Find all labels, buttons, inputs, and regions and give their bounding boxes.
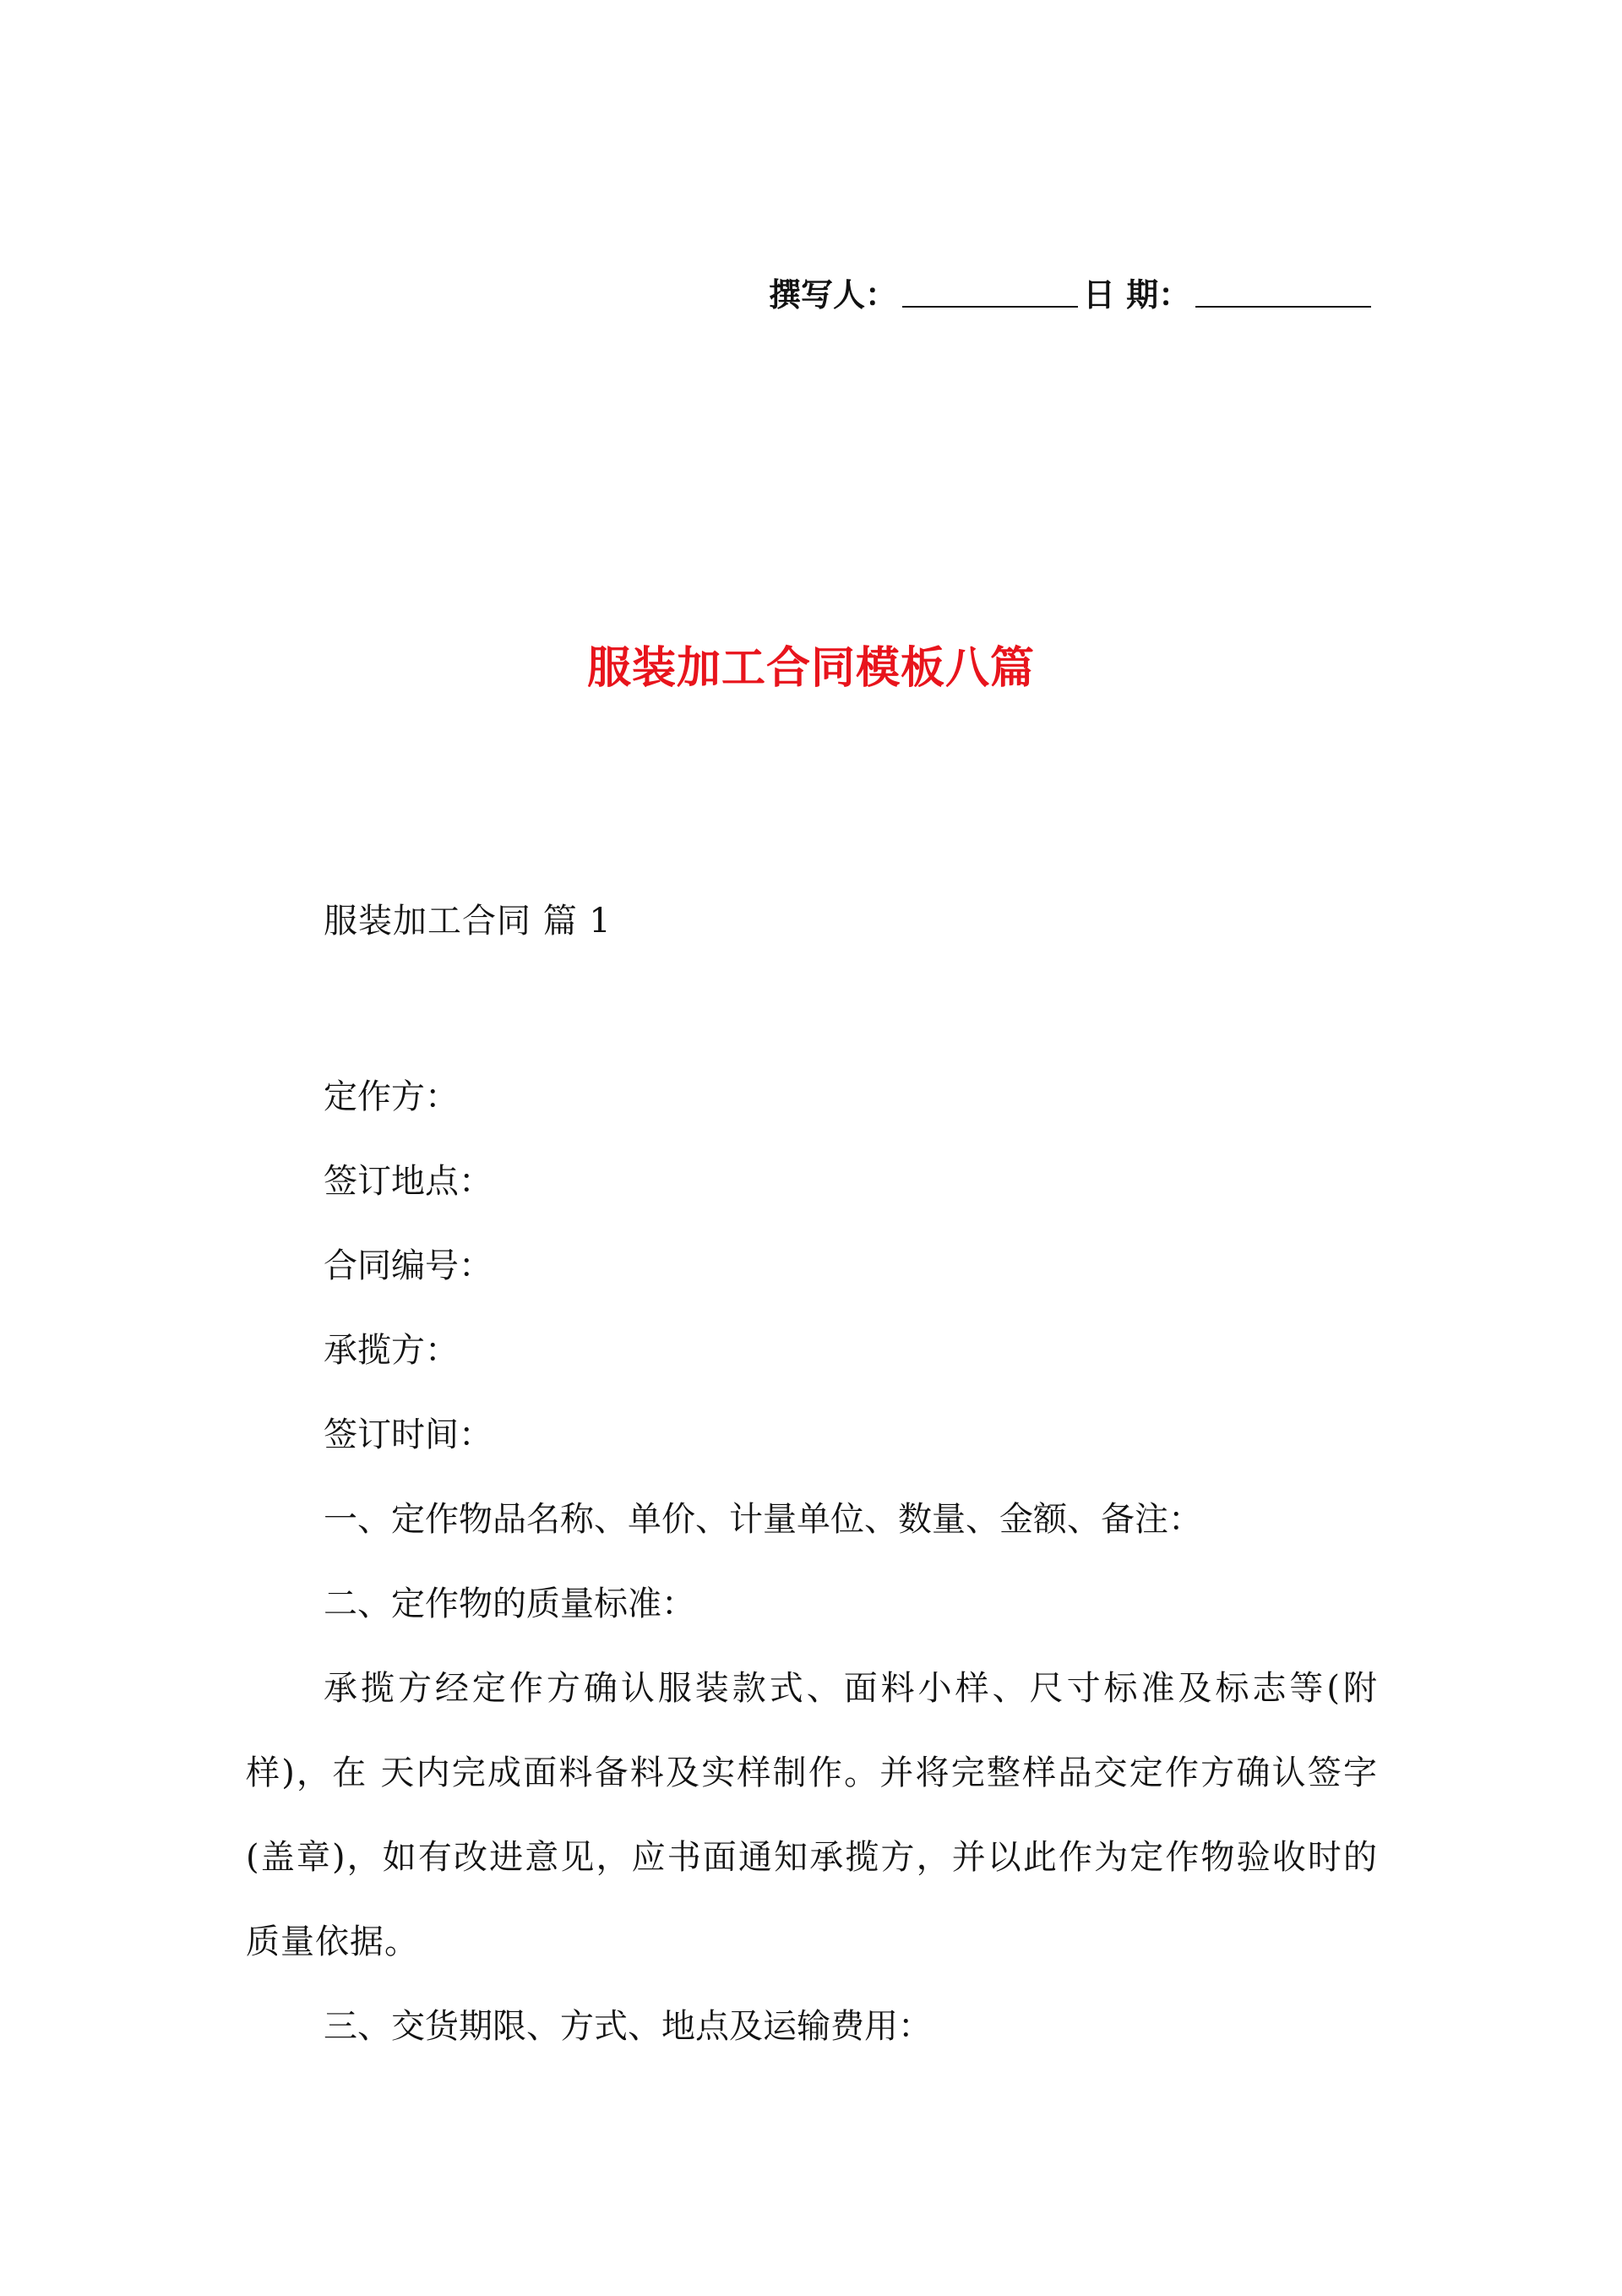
field-contractor: 承揽方： — [324, 1331, 459, 1370]
field-signing-place: 签订地点： — [324, 1162, 493, 1201]
date-label: 日 期： — [1083, 275, 1191, 314]
section-title: 服装加工合同 篇 1 — [324, 902, 612, 941]
writer-label: 撰写人： — [769, 275, 898, 314]
clause-3-heading: 三、交货期限、方式、地点及运输费用： — [324, 2007, 932, 2046]
date-blank — [1195, 281, 1371, 308]
clause-2-paragraph: 承揽方经定作方确认服装款式、面料小样、尺寸标准及标志等(附样)，在 天内完成面料备料及实样制作。并将完整样品交定作方确认签字(盖章)，如有改进意见，应书面通知承揽方，并以此作为定作物验收时的质量依据。 — [246, 1669, 1378, 1961]
contract-body — [246, 1055, 1378, 2069]
field-orderer: 定作方： — [324, 1077, 459, 1116]
document-title: 服装加工合同模板八篇 — [586, 642, 1035, 694]
writer-date-line — [769, 275, 1377, 314]
field-signing-time: 签订时间： — [324, 1415, 493, 1454]
writer-blank — [902, 281, 1078, 308]
clause-2-heading: 二、定作物的质量标准： — [324, 1584, 695, 1623]
clause-1-heading: 一、定作物品名称、单价、计量单位、数量、金额、备注： — [324, 1500, 1202, 1539]
field-contract-number: 合同编号： — [324, 1246, 493, 1285]
